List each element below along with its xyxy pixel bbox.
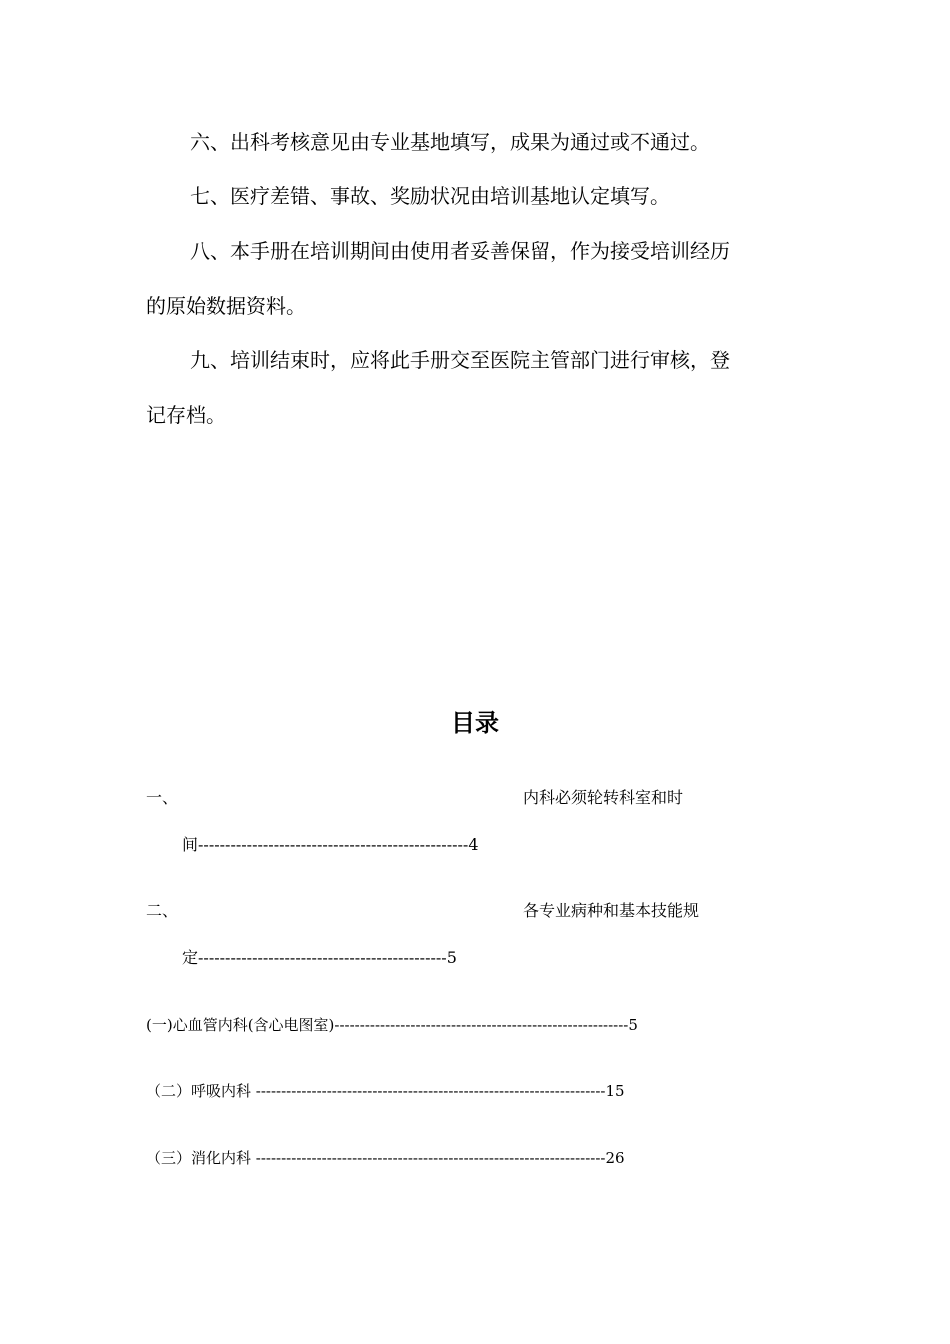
toc-sub-entry-2[interactable]: （二）呼吸内科 ---------------------------------------------------------------------15: [146, 1082, 625, 1100]
toc-sub-entry-3[interactable]: （三）消化内科 ---------------------------------------------------------------------26: [146, 1149, 625, 1167]
paragraph-eight: 八、本手册在培训期间由使用者妥善保留，作为接受培训经历: [190, 239, 730, 263]
toc-entry-1-leader[interactable]: 间--------------------------------------------------4: [182, 835, 479, 854]
paragraph-nine: 九、培训结束时，应将此手册交至医院主管部门进行审核，登: [190, 348, 730, 372]
paragraph-nine-continued: 记存档。: [146, 403, 226, 427]
paragraph-eight-continued: 的原始数据资料。: [146, 294, 306, 318]
toc-entry-2-title[interactable]: 各专业病种和基本技能规: [523, 901, 700, 920]
toc-entry-1-number: 一、: [146, 788, 179, 807]
paragraph-seven: 七、医疗差错、事故、奖励状况由培训基地认定填写。: [190, 184, 670, 208]
toc-entry-2-number: 二、: [146, 901, 179, 920]
paragraph-six: 六、出科考核意见由专业基地填写，成果为通过或不通过。: [190, 130, 710, 154]
toc-entry-1-title[interactable]: 内科必须轮转科室和时: [523, 788, 684, 807]
toc-entry-2-leader[interactable]: 定----------------------------------------------5: [182, 948, 457, 967]
toc-sub-entry-1[interactable]: (一)心血管内科(含心电图室)----------------------------------------------------------5: [146, 1016, 638, 1034]
toc-title: 目录: [451, 709, 499, 737]
